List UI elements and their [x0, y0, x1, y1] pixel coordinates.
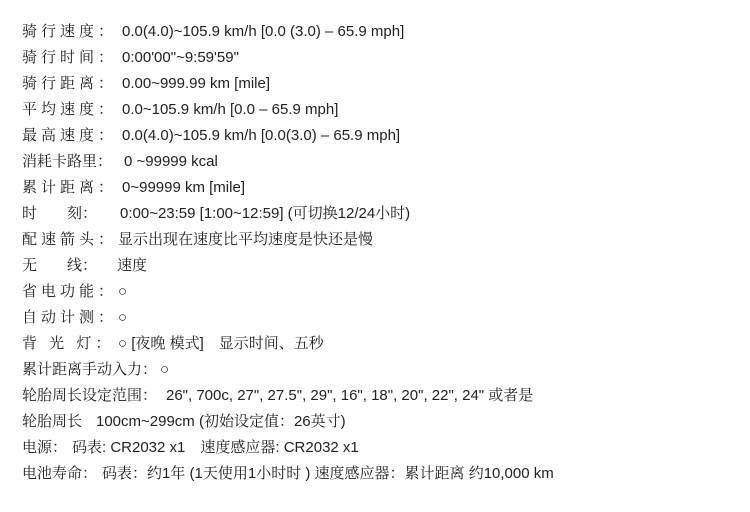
spec-label: 平均速度： — [22, 101, 118, 118]
spec-value: 码表：约1年 (1天使用1小时时 ) 速度感应器：累计距离 约10,000 km — [102, 465, 554, 482]
spec-value: 码表: CR2032 x1 速度感应器: CR2032 x1 — [72, 439, 359, 456]
spec-row-riding-time — [22, 45, 732, 71]
spec-value: 速度 — [117, 257, 148, 274]
spec-value: 0 ~99999 kcal — [124, 153, 218, 170]
spec-row-tire-range — [22, 383, 732, 409]
spec-label: 配速箭头： — [22, 231, 118, 248]
spec-row-max-speed — [22, 123, 732, 149]
spec-label: 省电功能： — [22, 283, 118, 300]
spec-row-wireless — [22, 253, 732, 279]
spec-row-tire-circumference — [22, 409, 732, 435]
spec-value: ○ — [118, 309, 128, 326]
spec-row-riding-distance — [22, 71, 732, 97]
spec-label: 骑行距离： — [22, 75, 118, 92]
spec-row-average-speed — [22, 97, 732, 123]
spec-label: 电源： — [22, 439, 68, 456]
spec-row-power-saving — [22, 279, 732, 305]
spec-row-clock — [22, 201, 732, 227]
spec-value: 100cm~299cm (初始设定值：26英寸) — [96, 413, 346, 430]
spec-label: 骑行速度： — [22, 23, 118, 40]
spec-value: 0.0~105.9 km/h [0.0 – 65.9 mph] — [122, 101, 339, 118]
spec-label: 自动计测： — [22, 309, 118, 326]
spec-label: 背 光 灯： — [22, 335, 115, 352]
spec-value: ○ — [160, 361, 170, 378]
spec-label: 时 刻： — [22, 205, 98, 222]
spec-label: 电池寿命： — [22, 465, 98, 482]
spec-row-pace-arrow — [22, 227, 732, 253]
spec-list — [22, 19, 732, 487]
spec-value: 0:00~23:59 [1:00~12:59] (可切换12/24小时) — [120, 205, 411, 222]
spec-value: 0.0(4.0)~105.9 km/h [0.0 (3.0) – 65.9 mph] — [122, 23, 405, 40]
spec-label: 消耗卡路里： — [22, 153, 113, 170]
spec-value: 0~99999 km [mile] — [122, 179, 245, 196]
spec-value: ○ [夜晚 模式] 显示时间、五秒 — [118, 335, 324, 352]
spec-label: 累计距离： — [22, 179, 118, 196]
spec-label: 累计距离手动入力： — [22, 361, 158, 378]
spec-label: 无 线： — [22, 257, 98, 274]
spec-row-backlight — [22, 331, 732, 357]
spec-row-battery-life — [22, 461, 732, 487]
spec-row-power-source — [22, 435, 732, 461]
spec-value: 0:00'00"~9:59'59" — [122, 49, 239, 66]
spec-value: 0.0(4.0)~105.9 km/h [0.0(3.0) – 65.9 mph] — [122, 127, 401, 144]
spec-label: 骑行时间： — [22, 49, 118, 66]
spec-row-odometer — [22, 175, 732, 201]
spec-value: 0.00~999.99 km [mile] — [122, 75, 271, 92]
spec-row-riding-speed — [22, 19, 732, 45]
spec-row-manual-odometer — [22, 357, 732, 383]
spec-value: ○ — [118, 283, 128, 300]
spec-label: 轮胎周长 — [22, 413, 83, 430]
spec-label: 最高速度： — [22, 127, 118, 144]
spec-row-calories — [22, 149, 732, 175]
spec-value: 26", 700c, 27", 27.5", 29", 16", 18", 20", 22", 24" 或者是 — [166, 387, 534, 404]
spec-row-auto-measure — [22, 305, 732, 331]
spec-value: 显示出现在速度比平均速度是快还是慢 — [118, 231, 374, 248]
spec-label: 轮胎周长设定范围： — [22, 387, 158, 404]
